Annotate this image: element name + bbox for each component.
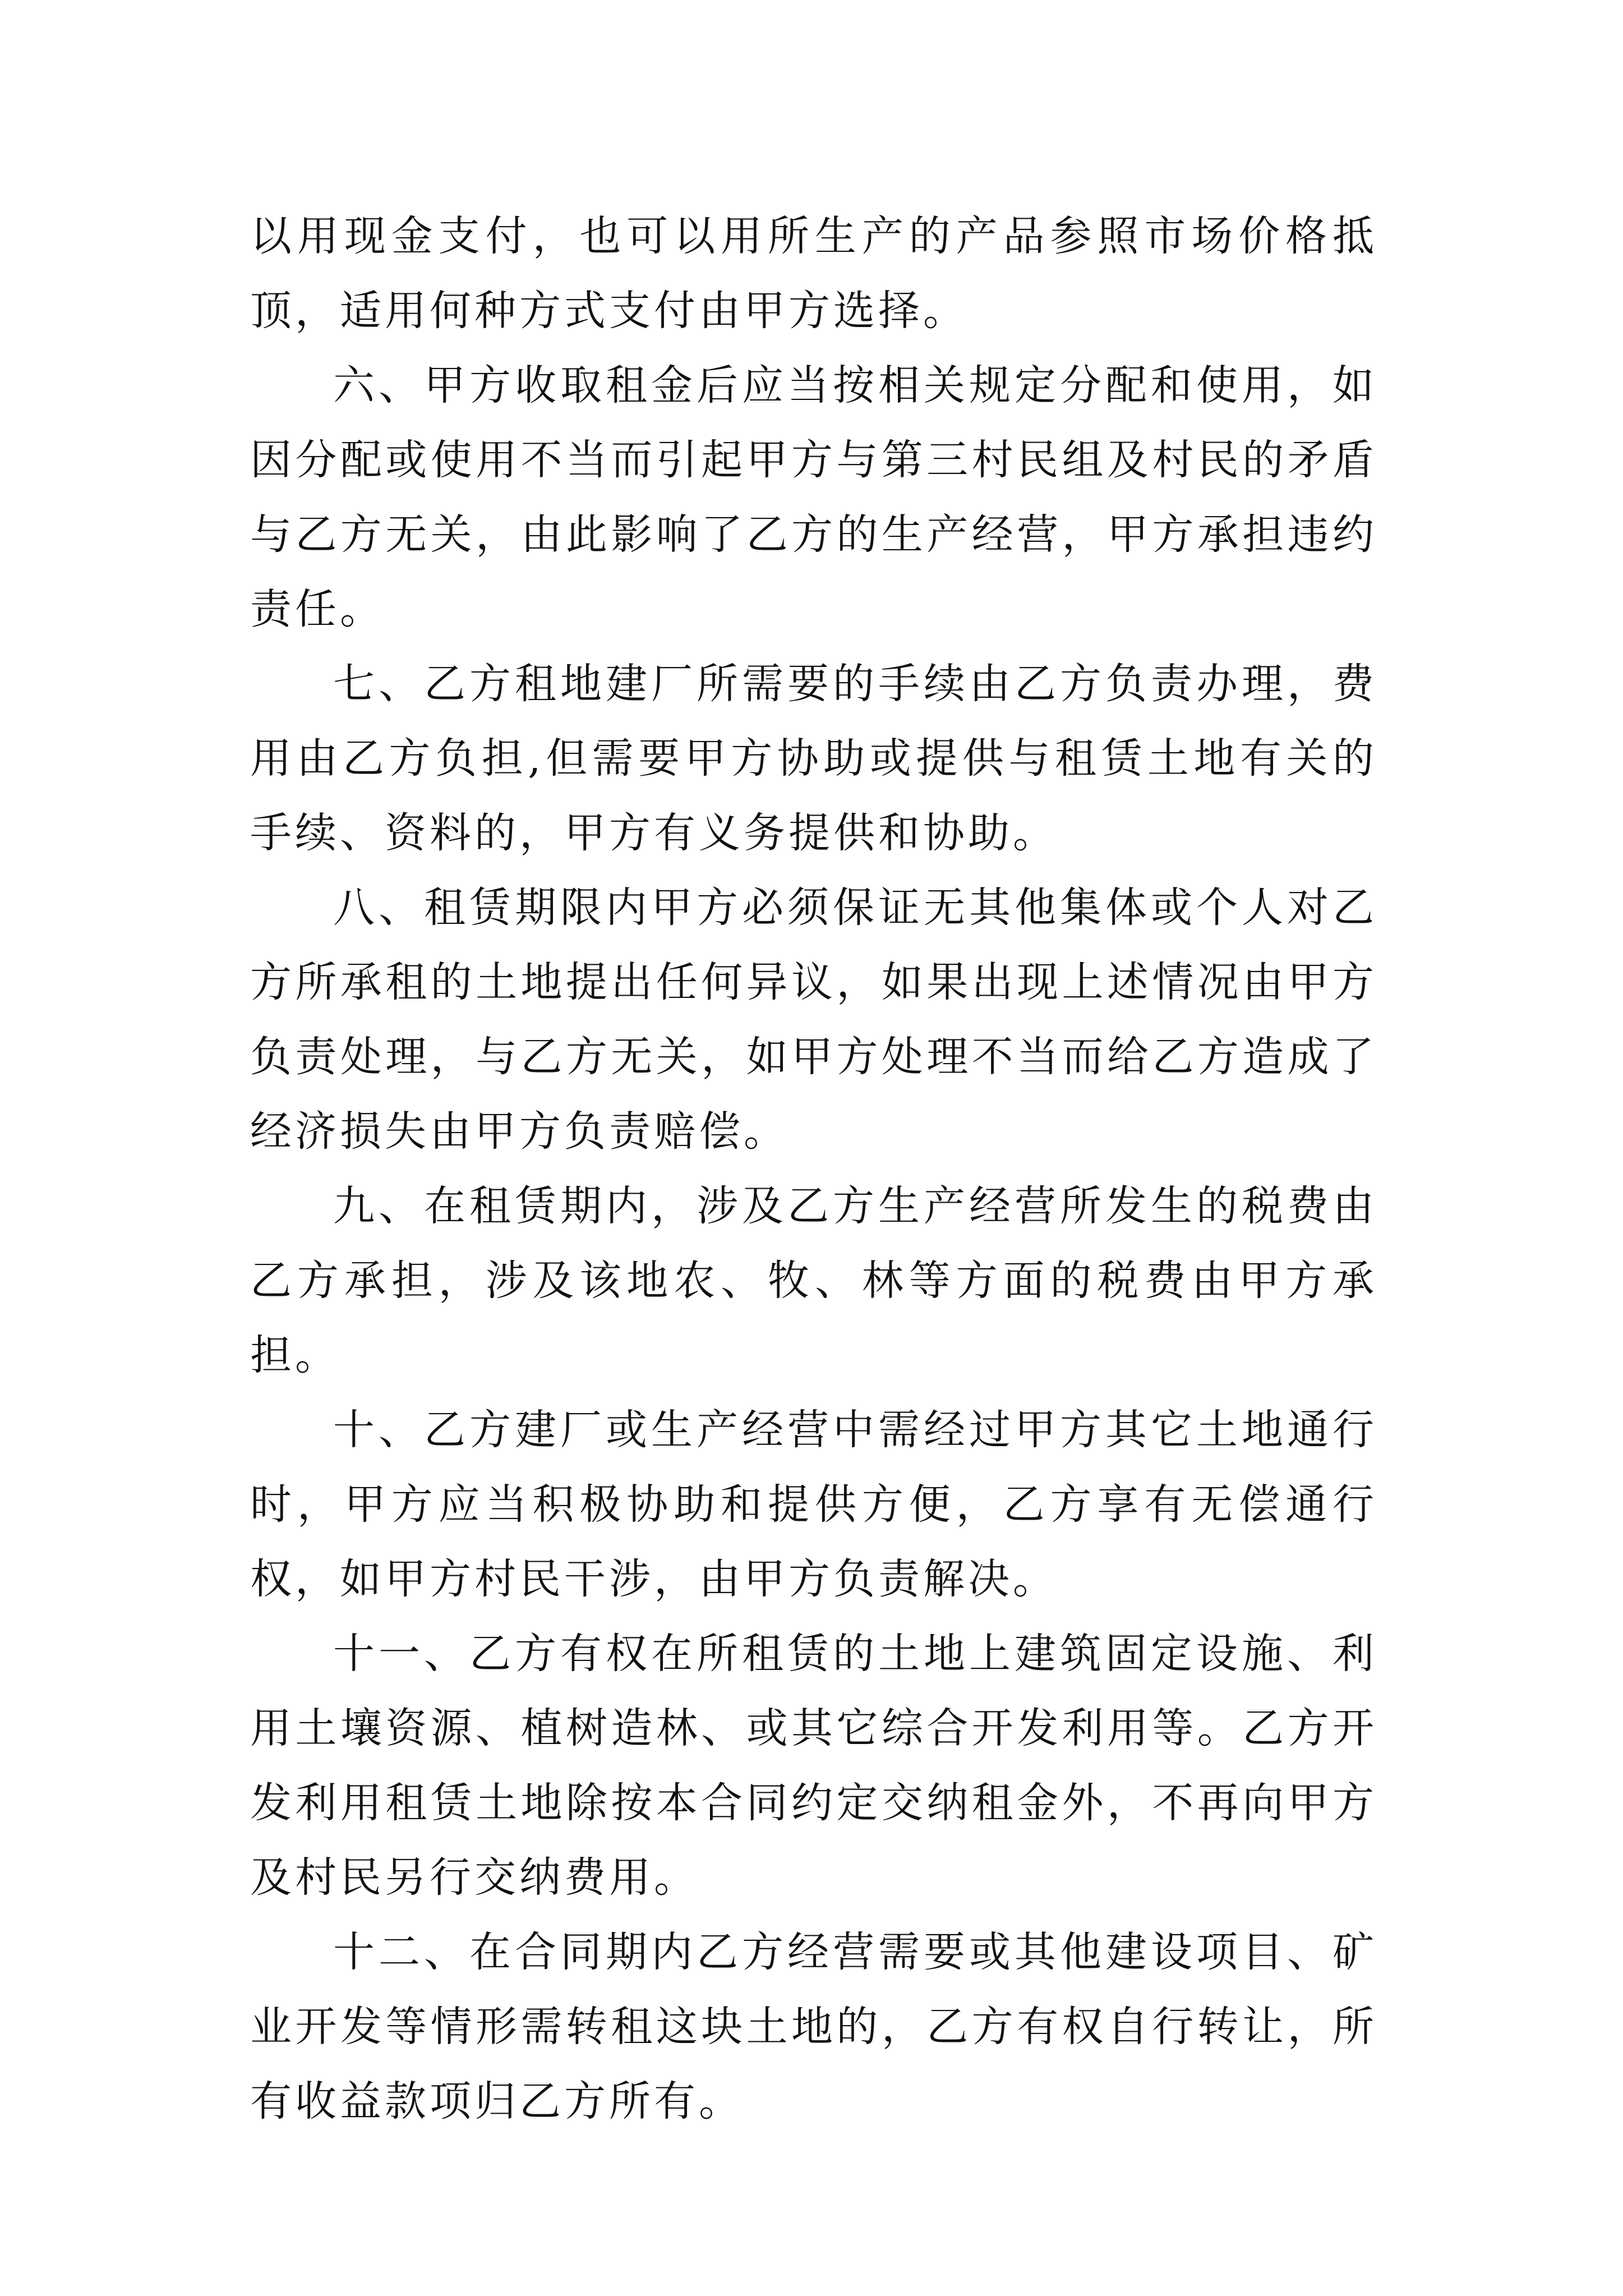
paragraph-clause-11: 十一、乙方有权在所租赁的土地上建筑固定设施、利用土壤资源、植树造林、或其它综合开发利用等。乙方开发利用租赁土地除按本合同约定交纳租金外，不再向甲方及村民另行交纳费用。 — [250, 1630, 1377, 1902]
paragraph-clause-8: 八、租赁期限内甲方必须保证无其他集体或个人对乙方所承租的土地提出任何异议，如果出现上述情况由甲方负责处理，与乙方无关，如甲方处理不当而给乙方造成了经济损失由甲方负责赔偿。 — [250, 884, 1377, 1156]
paragraph-clause-7: 七、乙方租地建厂所需要的手续由乙方负责办理，费用由乙方负担,但需要甲方协助或提供与租赁土地有关的手续、资料的，甲方有义务提供和协助。 — [250, 660, 1377, 857]
paragraph-continuation: 以用现金支付，也可以用所生产的产品参照市场价格抵顶，适用何种方式支付由甲方选择。 — [250, 212, 1377, 335]
paragraph-clause-12: 十二、在合同期内乙方经营需要或其他建设项目、矿业开发等情形需转租这块土地的，乙方有权自行转让，所有收益款项归乙方所有。 — [250, 1928, 1377, 2125]
paragraph-clause-10: 十、乙方建厂或生产经营中需经过甲方其它土地通行时，甲方应当积极协助和提供方便，乙方享有无偿通行权，如甲方村民干涉，由甲方负责解决。 — [250, 1406, 1377, 1603]
paragraph-clause-6: 六、甲方收取租金后应当按相关规定分配和使用，如因分配或使用不当而引起甲方与第三村民组及村民的矛盾与乙方无关，由此影响了乙方的生产经营，甲方承担违约责任。 — [250, 361, 1377, 633]
paragraph-clause-9: 九、在租赁期内，涉及乙方生产经营所发生的税费由乙方承担，涉及该地农、牧、林等方面的税费由甲方承担。 — [250, 1182, 1377, 1379]
document-body — [250, 199, 1377, 2139]
